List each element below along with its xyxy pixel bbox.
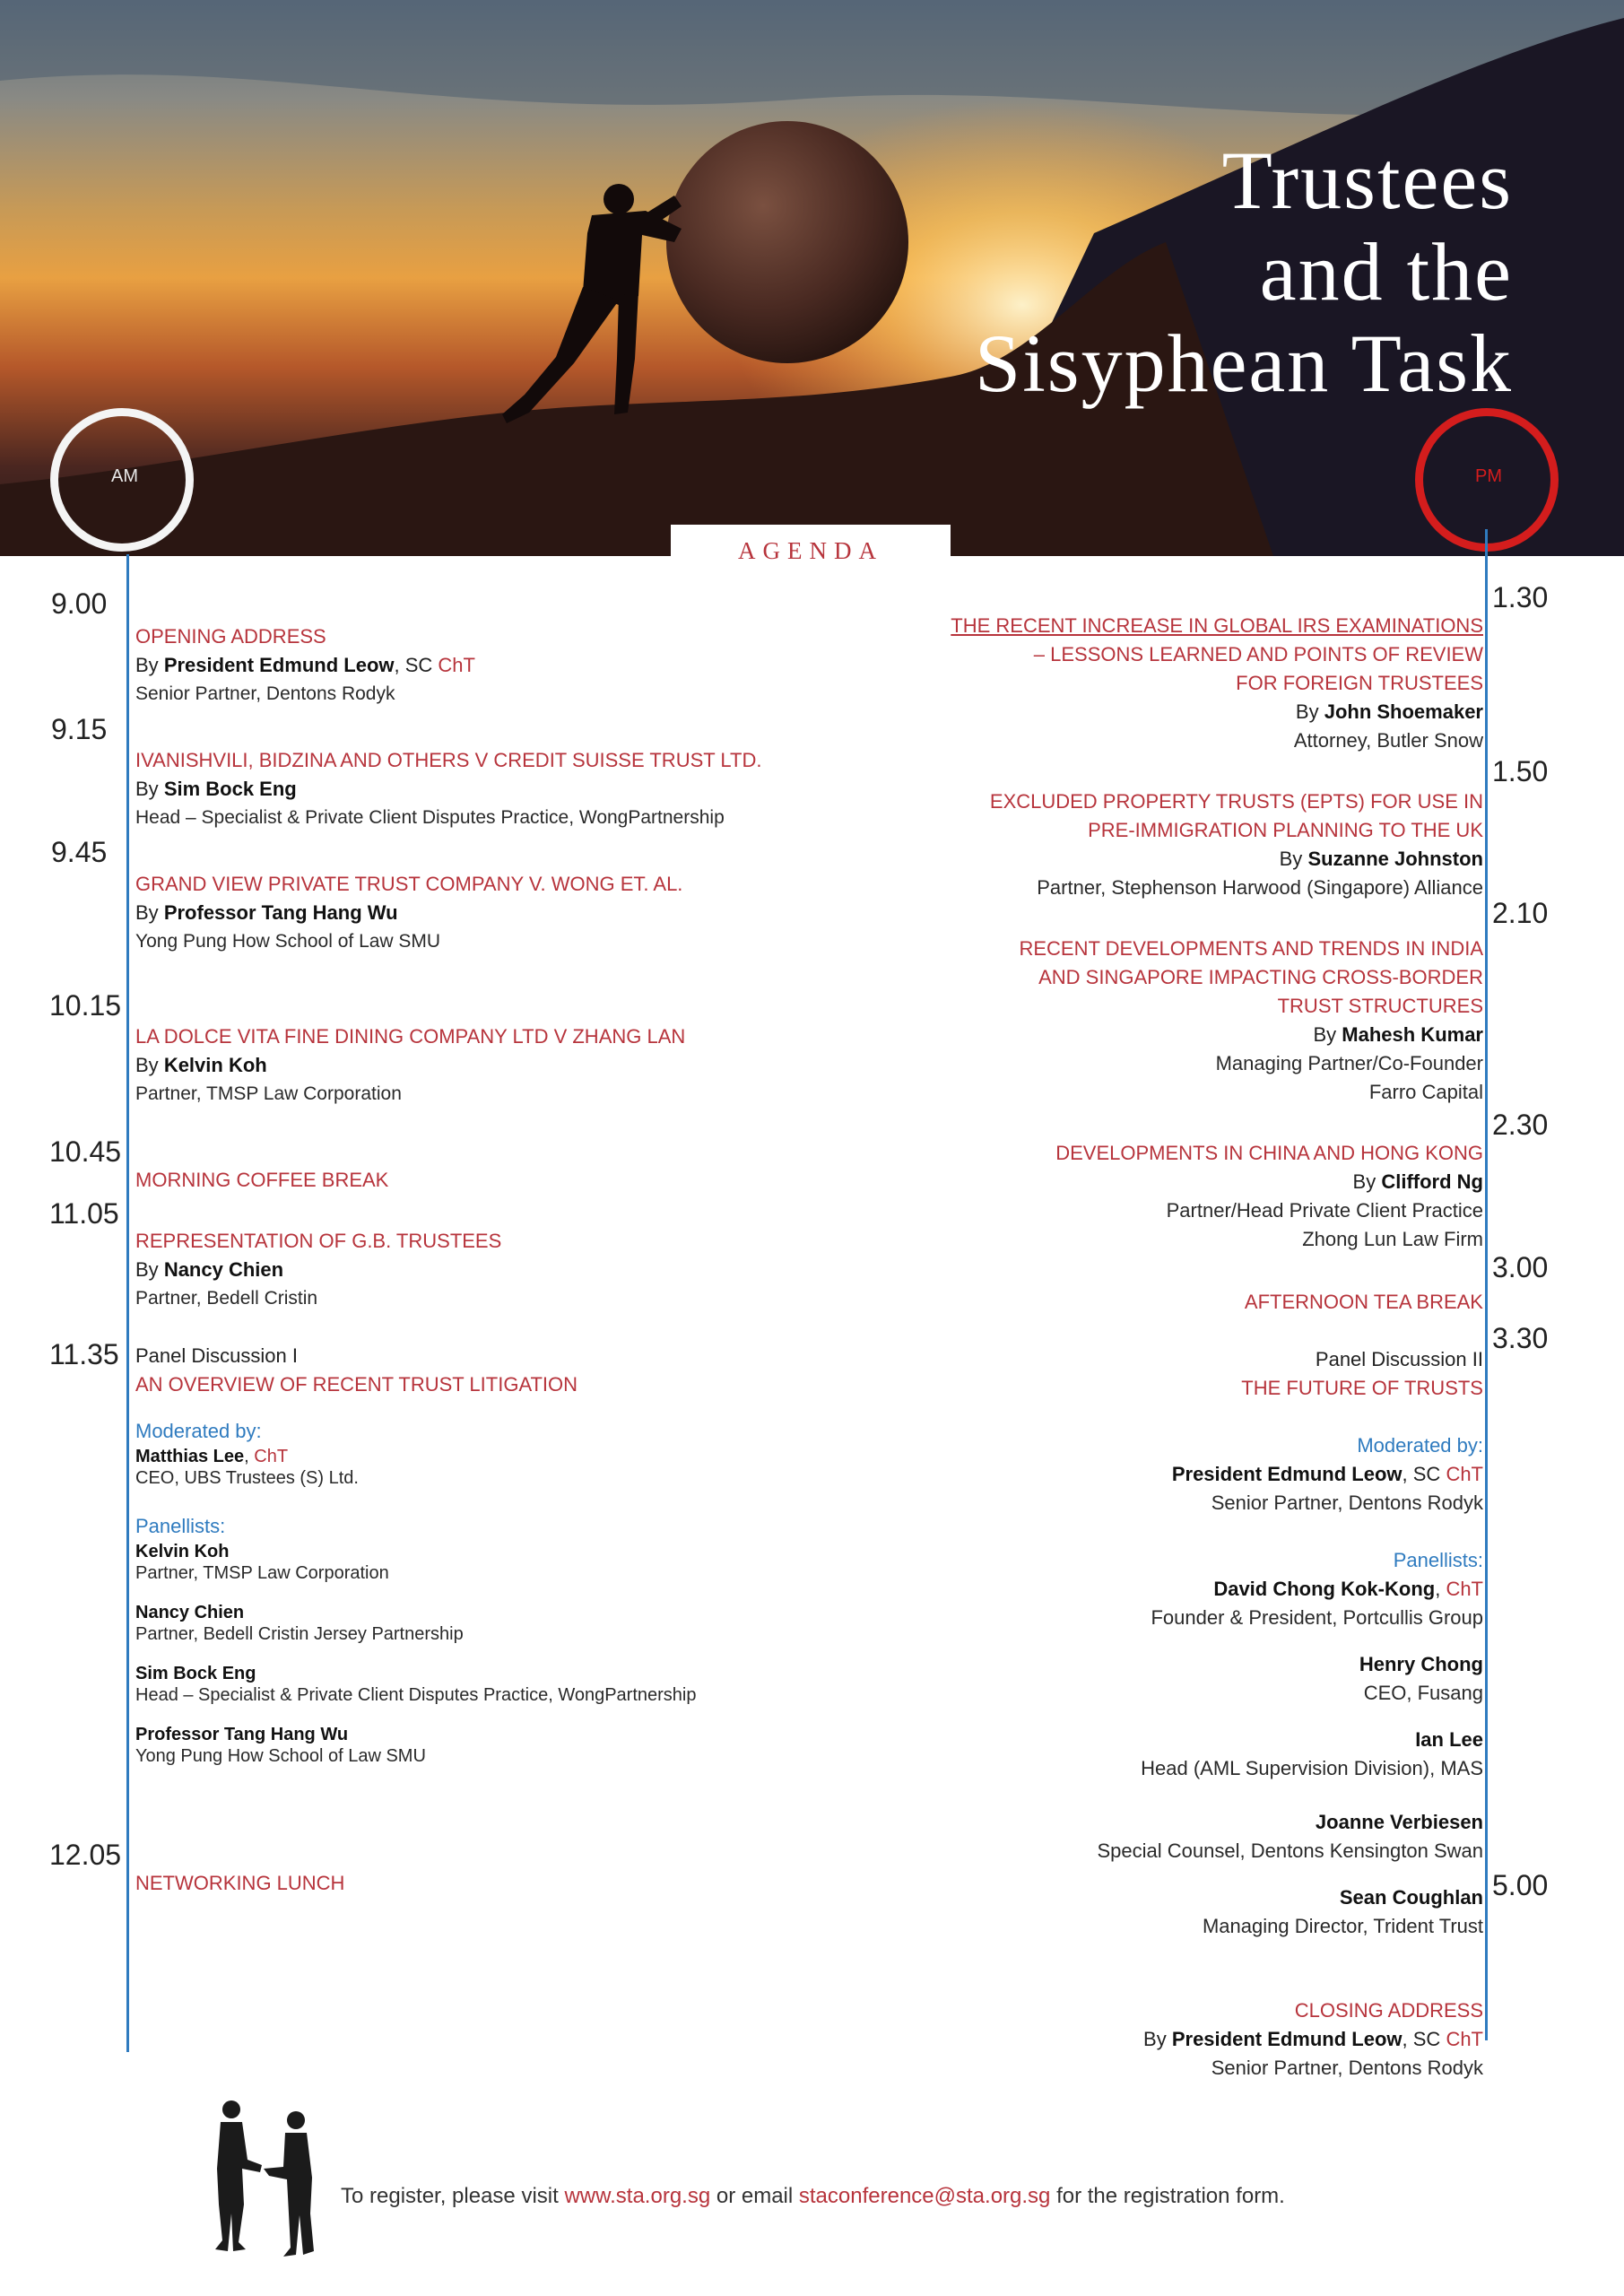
session-speaker-line: [897, 1021, 1483, 1049]
time-label: 11.05: [49, 1197, 119, 1230]
panellist-name: [897, 1808, 1483, 1837]
panellist-name: [897, 1575, 1483, 1604]
panellist-role: Head – Specialist & Private Client Disputes Practice, WongPartnership: [135, 1685, 697, 1705]
session-closing-address: [897, 1996, 1483, 2083]
session-title: LA DOLCE VITA FINE DINING COMPANY LTD V ZHANG LAN: [135, 1025, 686, 1048]
panellist-role: CEO, Fusang: [1363, 1682, 1483, 1704]
speaker-name: Professor Tang Hang Wu: [163, 901, 398, 924]
session-title: IVANISHVILI, BIDZINA AND OTHERS V CREDIT SUISSE TRUST LTD.: [135, 749, 762, 771]
time-label: 10.15: [49, 989, 122, 1022]
by-word: By: [1143, 2028, 1167, 2050]
moderator-name-line: [897, 1460, 1483, 1489]
time-label: 2.10: [1492, 897, 1549, 929]
session-excluded-property-trusts: [897, 787, 1483, 902]
moderator-name: Matthias Lee: [135, 1447, 245, 1466]
session-morning-coffee-break: [135, 1166, 889, 1195]
footer-text: To register, please visit: [341, 2184, 565, 2208]
panellist-role: Special Counsel, Dentons Kensington Swan: [1097, 1839, 1483, 1862]
by-word: By: [135, 1258, 159, 1281]
speaker-role: Partner, TMSP Law Corporation: [135, 1083, 402, 1104]
website-link[interactable]: www.sta.org.sg: [564, 2184, 711, 2208]
panellist-name: [897, 1726, 1483, 1754]
time-label: 2.30: [1492, 1109, 1549, 1141]
by-word: By: [1279, 848, 1303, 870]
panellist-role: Partner, Bedell Cristin Jersey Partnership: [135, 1624, 464, 1644]
time-label: 9.00: [51, 587, 108, 620]
session-grand-view: [135, 870, 889, 956]
time-label: 3.30: [1492, 1322, 1549, 1354]
panellist-name-text: Kelvin Koh: [135, 1542, 230, 1561]
panel-discussion-1: [135, 1342, 889, 1767]
session-speaker-line: [897, 845, 1483, 874]
panellist-name-text: David Chong Kok-Kong: [1213, 1578, 1436, 1600]
panellist-role: Partner, TMSP Law Corporation: [135, 1563, 389, 1583]
panellist-name: [135, 1724, 889, 1745]
session-title-line: AFTERNOON TEA BREAK: [1244, 1291, 1483, 1313]
time-label: 3.00: [1492, 1251, 1549, 1283]
footer-text: or email: [710, 2184, 799, 2208]
cht-badge: ChT: [254, 1447, 289, 1466]
by-word: By: [1313, 1023, 1337, 1046]
speaker-name: Suzanne Johnston: [1307, 848, 1483, 870]
time-label: 12.05: [49, 1839, 122, 1871]
title-line-1: Trustees: [1221, 135, 1513, 226]
speaker-role: Partner/Head Private Client Practice: [1166, 1199, 1483, 1222]
session-gb-trustees: [135, 1227, 889, 1313]
speaker-role: Partner, Bedell Cristin: [135, 1288, 318, 1309]
by-word: By: [135, 1054, 159, 1076]
cht-badge: ChT: [438, 654, 475, 676]
time-label: 10.45: [49, 1135, 122, 1168]
speaker-suffix: , SC: [1402, 2028, 1446, 2050]
panellist-name-text: Joanne Verbiesen: [1315, 1811, 1483, 1833]
session-speaker-line: [135, 899, 889, 927]
panellist-name-text: Professor Tang Hang Wu: [135, 1725, 349, 1744]
speaker-name: Mahesh Kumar: [1342, 1023, 1483, 1046]
session-speaker-line: [135, 775, 889, 804]
session-speaker-line: [135, 1051, 889, 1080]
speaker-role: Yong Pung How School of Law SMU: [135, 931, 441, 952]
speaker-role: Senior Partner, Dentons Rodyk: [1211, 2057, 1483, 2079]
session-opening-address: [135, 622, 889, 709]
session-title: MORNING COFFEE BREAK: [135, 1169, 389, 1191]
cht-badge: ChT: [1446, 1578, 1483, 1600]
panellists-label: Panellists:: [135, 1515, 226, 1537]
speaker-name: Nancy Chien: [163, 1258, 284, 1281]
panellist-name-text: Ian Lee: [1415, 1728, 1483, 1751]
time-label: 1.50: [1492, 755, 1549, 787]
event-title: [975, 135, 1513, 409]
panellist-name-text: Sim Bock Eng: [135, 1664, 256, 1683]
by-word: By: [135, 901, 159, 924]
speaker-name: Kelvin Koh: [163, 1054, 267, 1076]
speaker-role: Farro Capital: [1368, 1081, 1483, 1103]
panellist-role: Founder & President, Portcullis Group: [1151, 1606, 1483, 1629]
cht-badge: ChT: [1446, 2028, 1483, 2050]
session-speaker-line: [135, 651, 889, 680]
speaker-role: Managing Partner/Co-Founder: [1215, 1052, 1483, 1074]
panellist-role: Managing Director, Trident Trust: [1202, 1915, 1483, 1937]
panellist-name: [135, 1541, 889, 1562]
panellist-name: [135, 1602, 889, 1623]
title-line-3: Sisyphean Task: [975, 317, 1513, 409]
agenda-heading: AGENDA: [671, 525, 951, 565]
time-label: 9.15: [51, 713, 108, 745]
panel-label: Panel Discussion I: [135, 1344, 298, 1367]
am-label: AM: [111, 466, 138, 486]
session-title: GRAND VIEW PRIVATE TRUST COMPANY V. WONG ET. AL.: [135, 873, 683, 895]
session-china-hong-kong: [897, 1139, 1483, 1254]
session-india-singapore: [897, 935, 1483, 1107]
title-line-2: and the: [1259, 226, 1513, 317]
time-label: 11.35: [49, 1338, 119, 1370]
panellist-name: [897, 1650, 1483, 1679]
moderator-suffix: ,: [244, 1447, 255, 1466]
panellist-name-text: Nancy Chien: [135, 1603, 245, 1622]
speaker-name: Clifford Ng: [1381, 1170, 1483, 1193]
moderated-label: Moderated by:: [135, 1420, 262, 1442]
session-speaker-line: [897, 1168, 1483, 1196]
by-word: By: [135, 778, 159, 800]
email-link[interactable]: staconference@sta.org.sg: [798, 2184, 1051, 2208]
pm-label: PM: [1475, 466, 1502, 486]
panel-title: THE FUTURE OF TRUSTS: [1241, 1377, 1483, 1399]
session-title-line: THE RECENT INCREASE IN GLOBAL IRS EXAMINATIONS: [951, 614, 1483, 637]
moderator-role: CEO, UBS Trustees (S) Ltd.: [135, 1468, 359, 1488]
speaker-name: President Edmund Leow: [163, 654, 395, 676]
time-label: 9.45: [51, 836, 108, 868]
speaker-name: President Edmund Leow: [1171, 2028, 1403, 2050]
panel-title: AN OVERVIEW OF RECENT TRUST LITIGATION: [135, 1373, 578, 1396]
session-title-line: EXCLUDED PROPERTY TRUSTS (EPTS) FOR USE IN: [989, 790, 1483, 813]
session-speaker-line: [135, 1256, 889, 1284]
session-title-line: AND SINGAPORE IMPACTING CROSS-BORDER: [1038, 966, 1483, 988]
panellist-role: Yong Pung How School of Law SMU: [135, 1746, 426, 1766]
session-networking-lunch: [135, 1869, 889, 1898]
moderator-name-line: [135, 1446, 889, 1467]
handshake-icon: [206, 2097, 323, 2258]
session-title: NETWORKING LUNCH: [135, 1872, 345, 1894]
session-speaker-line: [897, 698, 1483, 726]
panellists-label: Panellists:: [1393, 1549, 1483, 1571]
panellist-name: [135, 1663, 889, 1684]
session-title-line: RECENT DEVELOPMENTS AND TRENDS IN INDIA: [1019, 937, 1483, 960]
session-speaker-line: [897, 2025, 1483, 2054]
speaker-role: Zhong Lun Law Firm: [1302, 1228, 1483, 1250]
footer-text: for the registration form.: [1050, 2184, 1285, 2208]
session-title-line: – LESSONS LEARNED AND POINTS OF REVIEW: [1033, 643, 1483, 665]
moderated-label: Moderated by:: [1357, 1434, 1483, 1457]
time-label: 1.30: [1492, 581, 1549, 613]
moderator-suffix: , SC: [1402, 1463, 1446, 1485]
speaker-role: Head – Specialist & Private Client Disputes Practice, WongPartnership: [135, 807, 725, 828]
pm-timeline-divider: [1485, 529, 1488, 2040]
moderator-role: Senior Partner, Dentons Rodyk: [1211, 1492, 1483, 1514]
session-title: CLOSING ADDRESS: [1294, 1999, 1483, 2022]
panel-discussion-2: [897, 1345, 1483, 1941]
panellist-name-text: Henry Chong: [1359, 1653, 1483, 1675]
session-afternoon-tea-break: [897, 1288, 1483, 1317]
speaker-role: Attorney, Butler Snow: [1293, 729, 1483, 752]
session-irs-examinations: [897, 612, 1483, 755]
by-word: By: [1352, 1170, 1376, 1193]
session-title-line: TRUST STRUCTURES: [1277, 995, 1483, 1017]
by-word: By: [1295, 700, 1319, 723]
panel-label: Panel Discussion II: [1315, 1348, 1483, 1370]
session-title-line: DEVELOPMENTS IN CHINA AND HONG KONG: [1055, 1142, 1483, 1164]
session-title: REPRESENTATION OF G.B. TRUSTEES: [135, 1230, 502, 1252]
time-label: 5.00: [1492, 1869, 1549, 1901]
registration-footer: [341, 2184, 1285, 2209]
panellist-name: [897, 1883, 1483, 1912]
cht-badge: ChT: [1446, 1463, 1483, 1485]
speaker-name: John Shoemaker: [1324, 700, 1483, 723]
panellist-role: Head (AML Supervision Division), MAS: [1141, 1757, 1483, 1779]
speaker-suffix: , SC: [394, 654, 439, 676]
session-ivanishvili: [135, 746, 889, 832]
am-timeline-divider: [126, 554, 129, 2052]
moderator-name: President Edmund Leow: [1171, 1463, 1403, 1485]
speaker-name: Sim Bock Eng: [163, 778, 297, 800]
panellist-suffix: ,: [1435, 1578, 1446, 1600]
session-title-line: PRE-IMMIGRATION PLANNING TO THE UK: [1088, 819, 1483, 841]
by-word: By: [135, 654, 159, 676]
panellist-name-text: Sean Coughlan: [1339, 1886, 1483, 1909]
speaker-role: Partner, Stephenson Harwood (Singapore) Alliance: [1037, 876, 1483, 899]
session-title: OPENING ADDRESS: [135, 625, 326, 648]
session-title-line: FOR FOREIGN TRUSTEES: [1236, 672, 1483, 694]
speaker-role: Senior Partner, Dentons Rodyk: [135, 683, 395, 704]
session-la-dolce-vita: [135, 1022, 889, 1109]
